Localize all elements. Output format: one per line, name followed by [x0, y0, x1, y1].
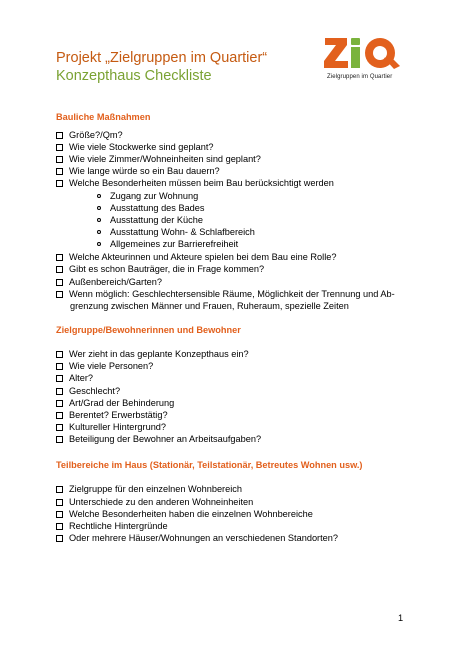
- sub-item: Allgemeines zur Barrierefreiheit: [97, 239, 238, 250]
- checkbox[interactable]: [56, 486, 63, 493]
- checkbox[interactable]: [56, 168, 63, 175]
- checkbox[interactable]: [56, 375, 63, 382]
- checklist-item: Rechtliche Hintergründe: [56, 521, 168, 532]
- checkbox[interactable]: [56, 180, 63, 187]
- checklist-item: Größe?/Qm?: [56, 130, 123, 141]
- bullet-icon: [97, 218, 101, 222]
- checklist-item: Welche Akteurinnen und Akteure spielen bei dem Bau eine Rolle?: [56, 252, 336, 263]
- checklist-item: Oder mehrere Häuser/Wohnungen an verschiedenen Standorten?: [56, 533, 338, 544]
- checkbox[interactable]: [56, 363, 63, 370]
- checkbox[interactable]: [56, 412, 63, 419]
- checkbox[interactable]: [56, 424, 63, 431]
- section-heading-bauliche-massnahmen: Bauliche Maßnahmen: [56, 112, 151, 122]
- checkbox[interactable]: [56, 254, 63, 261]
- sub-item: Ausstattung des Bades: [97, 203, 205, 214]
- bullet-icon: [97, 242, 101, 246]
- checklist-item: Außenbereich/Garten?: [56, 277, 162, 288]
- logo-text: Zielgruppen im Quartier: [327, 74, 393, 80]
- checklist-item: Welche Besonderheiten müssen beim Bau berücksichtigt werden: [56, 178, 334, 189]
- checklist-item: Wie lange würde so ein Bau dauern?: [56, 166, 220, 177]
- checkbox[interactable]: [56, 499, 63, 506]
- bullet-icon: [97, 230, 101, 234]
- checkbox[interactable]: [56, 279, 63, 286]
- checklist-item: Unterschiede zu den anderen Wohneinheiten: [56, 497, 253, 508]
- checkbox[interactable]: [56, 436, 63, 443]
- bullet-icon: [97, 206, 101, 210]
- checklist-item: Beteiligung der Bewohner an Arbeitsaufgaben?: [56, 434, 261, 445]
- checklist-item: Art/Grad der Behinderung: [56, 398, 174, 409]
- checklist-item: Geschlecht?: [56, 386, 120, 397]
- checkbox[interactable]: [56, 132, 63, 139]
- checklist-item: Berentet? Erwerbstätig?: [56, 410, 168, 421]
- sub-item: Zugang zur Wohnung: [97, 191, 198, 202]
- sub-item: Ausstattung der Küche: [97, 215, 203, 226]
- checkbox[interactable]: [56, 291, 63, 298]
- checklist-item: Alter?: [56, 373, 93, 384]
- bullet-icon: [97, 194, 101, 198]
- checklist-item: Kultureller Hintergrund?: [56, 422, 166, 433]
- section-heading-teilbereiche: Teilbereiche im Haus (Stationär, Teilstationär, Betreutes Wohnen usw.): [56, 460, 363, 470]
- sub-item: Ausstattung Wohn- & Schlafbereich: [97, 227, 255, 238]
- document-title: Projekt „Zielgruppen im Quartier“: [56, 50, 268, 66]
- checkbox[interactable]: [56, 156, 63, 163]
- checklist-item: Gibt es schon Bauträger, die in Frage kommen?: [56, 264, 264, 275]
- checkbox[interactable]: [56, 535, 63, 542]
- page-number: 1: [398, 613, 404, 623]
- checkbox[interactable]: [56, 511, 63, 518]
- checkbox[interactable]: [56, 144, 63, 151]
- document-subtitle: Konzepthaus Checkliste: [56, 68, 212, 84]
- checkbox[interactable]: [56, 266, 63, 273]
- checklist-item: Welche Besonderheiten haben die einzelnen Wohnbereiche: [56, 509, 313, 520]
- checkbox[interactable]: [56, 400, 63, 407]
- checklist-item: Wie viele Stockwerke sind geplant?: [56, 142, 214, 153]
- checklist-item: Wer zieht in das geplante Konzepthaus ein?: [56, 349, 249, 360]
- checklist-item: Wie viele Zimmer/Wohneinheiten sind geplant?: [56, 154, 261, 165]
- checklist-item: Wie viele Personen?: [56, 361, 153, 372]
- section-heading-zielgruppe: Zielgruppe/Bewohnerinnen und Bewohner: [56, 325, 241, 335]
- checkbox[interactable]: [56, 388, 63, 395]
- checkbox[interactable]: [56, 351, 63, 358]
- checkbox[interactable]: [56, 523, 63, 530]
- checklist-item: Wenn möglich: Geschlechtersensible Räume, Möglichkeit der Trennung und Ab-: [56, 289, 395, 300]
- checklist-item: Zielgruppe für den einzelnen Wohnbereich: [56, 484, 242, 495]
- checklist-item-continuation: grenzung zwischen Männer und Frauen, Ruheraum, spezielle Zeiten: [70, 301, 349, 311]
